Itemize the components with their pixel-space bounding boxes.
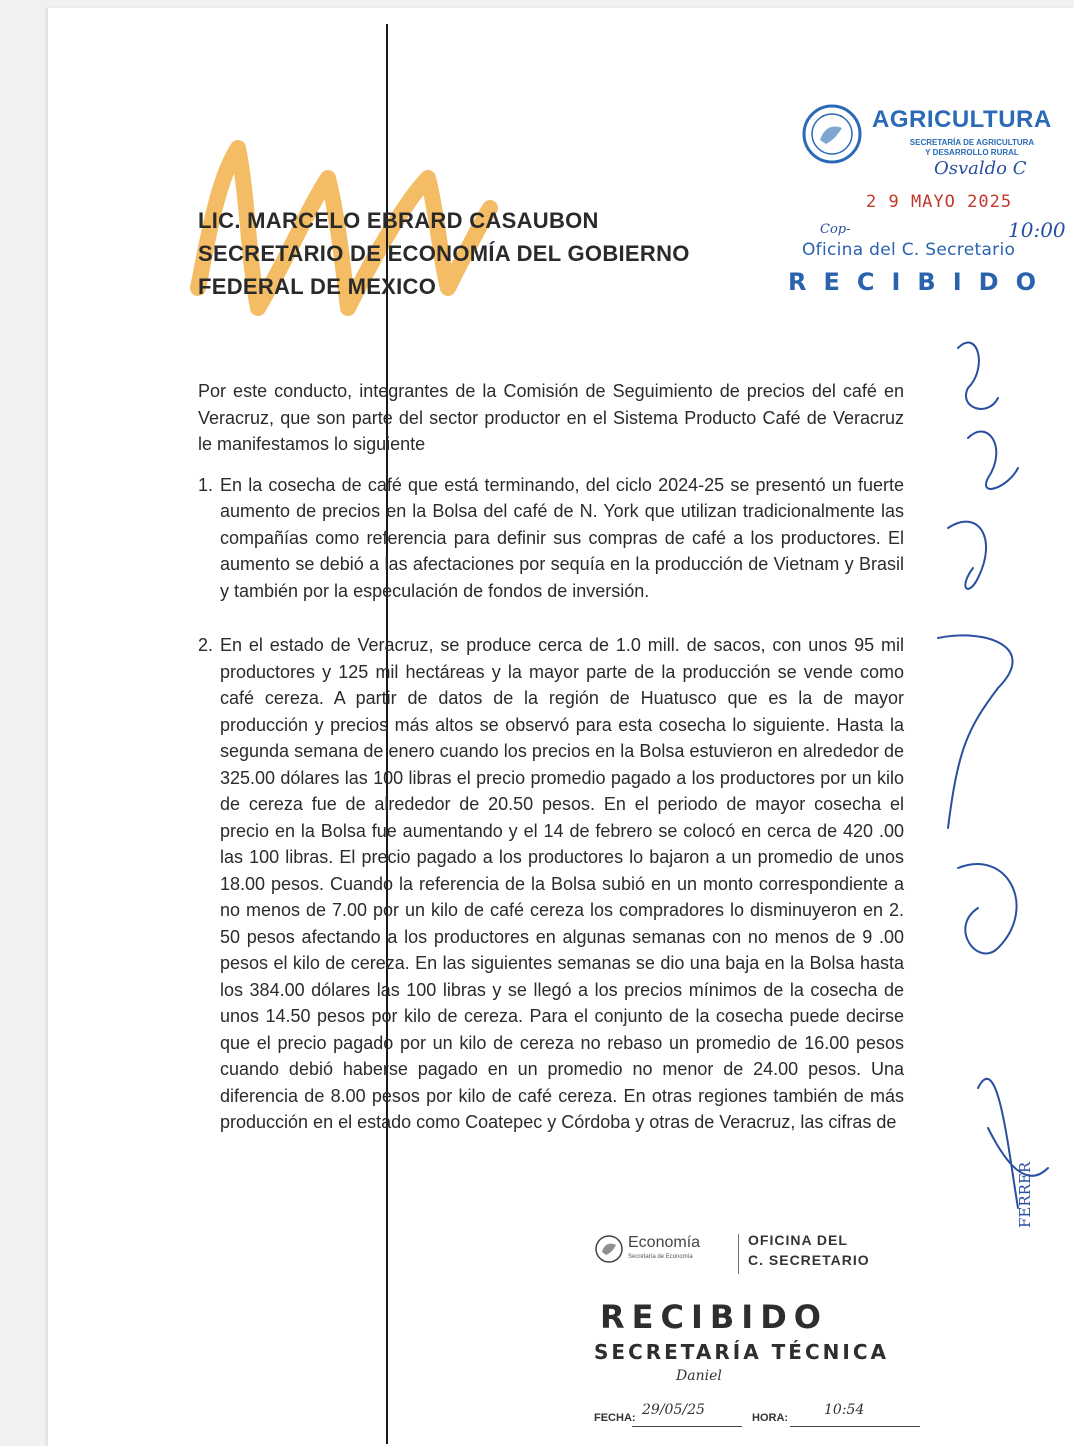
mexico-seal-icon [594, 1234, 624, 1264]
office-line2: C. SECRETARIO [748, 1252, 870, 1268]
addressee-title-cont: FEDERAL DE MEXICO [198, 274, 437, 299]
handwritten-name-bottom: Daniel [676, 1368, 722, 1384]
copy-note: Cop- [820, 222, 851, 237]
list-item [198, 632, 904, 1136]
received-stamp-top: RECIBIDO [788, 268, 1053, 296]
received-area: SECRETARÍA TÉCNICA [594, 1340, 889, 1364]
letter-body [198, 378, 904, 1164]
hora-value: 10:54 [824, 1402, 865, 1418]
fecha-hora-row [594, 1402, 924, 1432]
margin-name-note: FERRER [1016, 1161, 1034, 1228]
intro-paragraph: Por este conducto, integrantes de la Comisión de Seguimiento de precios del café en Veracruz, que son parte del sector productor en el Sistema Producto Café de Veracruz le manifestamos lo siguiente [198, 381, 904, 454]
margin-signatures [918, 308, 1074, 1308]
handwritten-name-top: Osvaldo C [934, 158, 1027, 179]
list-item [198, 472, 904, 605]
fecha-label: FECHA: [594, 1412, 636, 1424]
hora-label: HORA: [752, 1412, 789, 1424]
office-line1: OFICINA DEL [748, 1232, 848, 1248]
economia-name: Economía [628, 1234, 701, 1251]
list-item-number: 1. [198, 474, 214, 495]
economia-stamp [594, 1230, 924, 1286]
document-page [48, 8, 1074, 1446]
economia-subname: Secretaría de Economía [628, 1254, 693, 1260]
received-date-stamp: 2 9 MAYO 2025 [866, 192, 1013, 212]
fecha-line [632, 1426, 742, 1427]
list-item-text: En el estado de Veracruz, se produce cerca de 1.0 mill. de sacos, con unos 95 mil productores y 125 mil hectáreas y la mayor parte de la producción se vende como café cereza. A partir de datos de la región de Huatusco que es la de mayor producción y precios más altos se observó para esta cosecha lo siguiente. Hasta la segunda semana de enero cuando los precios en la Bolsa estuvieron en alrededor de 325.00 dólares las 100 libras el precio promedio pagado a los productores por un kilo de cereza fue de alrededor de 20.50 pesos. En el periodo de mayor cosecha el precio en la Bolsa fue aumentando y el 14 de febrero se colocó en cerca de 420 .00 las 100 libras. El precio pagado a los productores lo bajaron a un promedio de unos 18.00 pesos. Cuando la referencia de la Bolsa subió en un monto correspondiente a no menos de 7.00 por un kilo de café cereza los compradores lo disminuyeron en 2. 50 pesos afectando a los productores en algunas semanas con no menos de 9 .00 pesos el kilo de cereza. En las siguientes semanas se dio una baja en la Bolsa hasta los 384.00 dólares las 100 libras y se llegó a los precios mínimos de la cosecha de unos 14.50 pesos por kilo de cereza. Para el conjunto de la cosecha puede decirse que el precio pagado por un kilo de cereza no rebaso un promedio de 16.00 pesos cuando debió haberse pagado en un promedio no menor de 24.00 pesos. Una diferencia de 8.00 pesos por kilo de café cereza. En otras regiones también de más producción en el estado como Coatepec y Córdoba y otras de Veracruz, las cifras de [220, 635, 904, 1132]
agricultura-sub1: SECRETARÍA DE AGRICULTURA [909, 138, 1035, 147]
hora-line [790, 1426, 920, 1427]
received-stamp-bottom: RECIBIDO [600, 1298, 828, 1336]
list-item-number: 2. [198, 635, 214, 655]
office-label: Oficina del C. Secretario [802, 240, 1016, 260]
handwritten-time: 10:00 [1008, 218, 1066, 242]
agricultura-subtitle [872, 138, 1072, 158]
addressee-title: SECRETARIO DE ECONOMÍA DEL GOBIERNO [198, 241, 690, 266]
list-item-text: En la cosecha de café que está terminando, del ciclo 2024-25 se presentó un fuerte aumento de precios en la Bolsa del café de N. York que utilizan tradicionalmente las compañías como referencia para definir sus compras de café a los productores. El aumento se debió a las afectaciones por sequía en la producción de Vietnam y Brasil y también por la especulación de fondos de inversión. [220, 474, 904, 601]
stamp-divider [738, 1234, 739, 1274]
agricultura-title: AGRICULTURA [872, 106, 1052, 133]
fecha-value: 29/05/25 [642, 1402, 705, 1418]
addressee-name: LIC. MARCELO EBRARD CASAUBON [198, 208, 599, 233]
mexico-seal-icon [802, 104, 862, 164]
agricultura-sub2: Y DESARROLLO RURAL [925, 148, 1019, 157]
addressee-block [198, 204, 690, 303]
